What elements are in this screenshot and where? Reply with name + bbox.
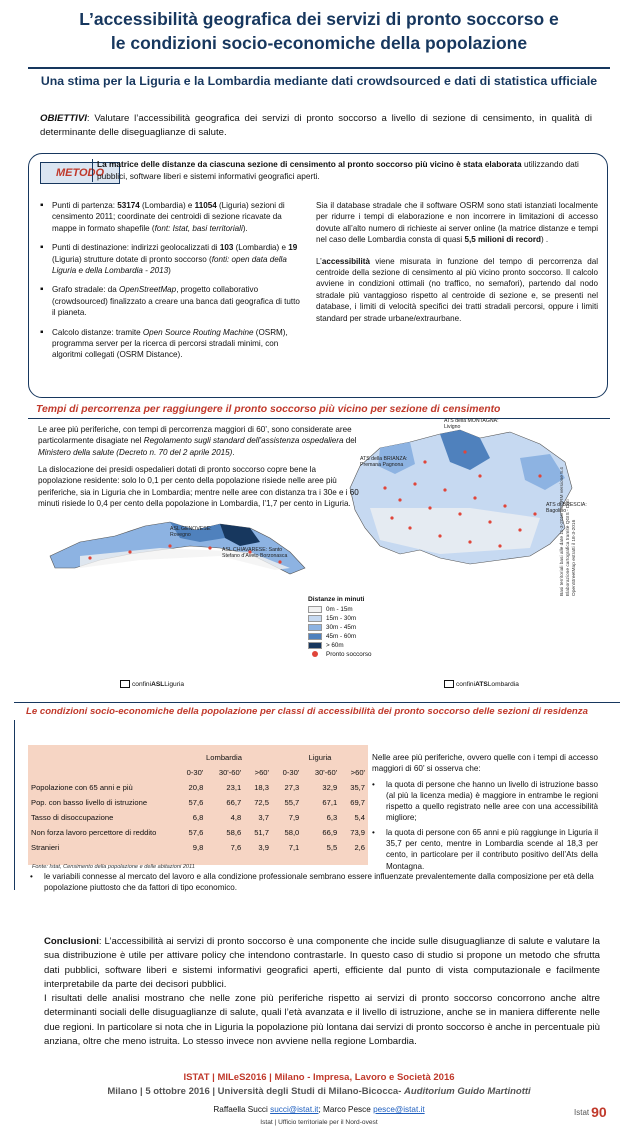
tempi-p1-a: Le aree più periferiche, con tempi di percorrenza maggiori di 60’, sono considerate aree particolarmente disagiate nel [38, 425, 352, 446]
metodo-bullet-part: 103 [219, 243, 234, 253]
map-label-montagna: ATS della MONTAGNA: Livigno [444, 418, 499, 431]
table-cell: 35,7 [350, 783, 365, 792]
tempi-p1-b: del [343, 436, 357, 446]
confini-lomb-b: ATS [475, 680, 488, 688]
metodo-bullet-part: Punti di destinazione: indirizzi geolocalizzati di [52, 243, 220, 253]
socio-section-title: Le condizioni socio-economiche della popolazione per classi di accessibilità dei pronto soccorso delle sezioni di residenza [26, 706, 588, 717]
legend-row [308, 632, 388, 641]
metodo-bullet-part: (Liguria) strutture dotate di pronto soccorso ( [52, 254, 212, 264]
metodo-left-column [40, 200, 304, 369]
metodo-right-column [316, 200, 598, 332]
metodo-bullet-part: OpenStreetMap [119, 285, 177, 295]
socio-bottom-bullet [30, 871, 600, 894]
table-cell: 7,6 [230, 843, 242, 852]
map-legend [308, 596, 388, 680]
confini-liguria-swatch [120, 680, 130, 688]
table-column-header: 30'-60' [218, 768, 242, 777]
legend-swatch [308, 633, 322, 640]
legend-title: Distanze in minuti [308, 596, 365, 603]
table-cell: 3,7 [258, 813, 269, 822]
socio-table-body [28, 780, 368, 855]
confini-lombardia-swatch [444, 680, 454, 688]
metodo-right-p1 [316, 200, 598, 246]
metodo-intro [92, 159, 602, 182]
table-cell: 3,9 [258, 843, 269, 852]
table-row-label: Tasso di disoccupazione [31, 813, 114, 822]
vertical-note-2: Elaborazione cartografica tramite QGIS - Dati OpenStreetMap estratti il 18-3-2016 [566, 499, 577, 596]
legend-row [308, 614, 388, 623]
confini-liguria-b: ASL [151, 680, 165, 688]
metodo-bullet-part: (Lombardia) e [139, 201, 195, 210]
table-row-label: Pop. con basso livello di istruzione [31, 798, 148, 807]
metodo-bullet-part: (OSRM), programma server per la ricerca di percorsi stradali minimi, con algoritmi collegati (OSRM Distance). [52, 327, 288, 360]
table-cell: 69,7 [350, 798, 365, 807]
table-column-header: 30'-60' [314, 768, 338, 777]
socio-right-bullets [372, 779, 598, 872]
metodo-bullet [40, 284, 304, 318]
table-cell: 66,9 [322, 828, 338, 837]
metodo-bullet-part: Grafo stradale: da [52, 285, 120, 295]
email-link-succi[interactable]: succi@istat.it [270, 1105, 319, 1114]
footer-office: Istat | Ufficio territoriale per il Nord-ovest [260, 1119, 378, 1126]
table-cell: 66,7 [226, 798, 242, 807]
metodo-bullet [40, 327, 304, 361]
table-cell: 73,9 [350, 828, 365, 837]
legend-row [308, 650, 388, 659]
legend-swatch [308, 606, 322, 613]
legend-swatch [308, 642, 322, 649]
table-cell: 67,1 [322, 798, 338, 807]
conclusioni-p1 [44, 935, 600, 992]
legend-label: 30m - 45m [326, 624, 357, 631]
table-row [28, 795, 368, 810]
metodo-right-p1-b: 5,5 milioni di record [464, 235, 541, 245]
socio-region-header-row [28, 750, 368, 765]
region-header-liguria: Liguria [308, 753, 332, 762]
conclusioni-p2: I risultati delle analisi mostrano che nelle zone più periferiche rispetto ai servizi di pronto soccorso concorrono anche altre determinanti sociali delle disuguaglianze di salute, quali l’età avanzata e il livello di istruzione, anche se in maniera differente nelle due regioni. In particolare si nota che in Liguria la popolazione più lontana dai servizi di pronto soccorso è anche in percentuale più anziana, oltre che meno istruita. Lo stesso invece non avviene nella regione Lombardia. [44, 993, 600, 1048]
metodo-bullet-part: 11054 [194, 201, 217, 210]
confini-lomb-post: Lombardia [487, 680, 519, 688]
bullet-dot: • [372, 827, 375, 837]
conclusioni-p1-text: : L’accessibilità ai servizi di pronto soccorso è una componente che incide sulle disuguaglianze di salute e valutare la sua distribuzione è utile per attivare policy che intendono contrastarle. In questo caso di studio si propone un metodo che sfrutta dati pubblici, software liberi e sistemi informativi geografici aperti, efficiente dal punto di vista computazionale e facilmente interpretabile da parte dei decisori pubblici. [44, 936, 600, 990]
metodo-intro-text: utilizzando dati pubblici, software liberi e sistemi informativi geografici aperti. [97, 159, 579, 181]
conclusioni-block [44, 935, 600, 1049]
conclusioni-label: Conclusioni [44, 936, 99, 947]
metodo-intro-bold: La matrice delle distanze da ciascuna sezione di censimento al pronto soccorso più vicino è stata elaborata [97, 159, 522, 169]
legend-row [308, 641, 388, 650]
table-cell: 27,3 [284, 783, 300, 792]
confini-liguria [120, 680, 184, 688]
table-column-header: >60' [254, 768, 269, 777]
table-cell: 32,9 [322, 783, 338, 792]
socio-column-header-row [28, 765, 368, 780]
metodo-bullet-part: ). [242, 223, 248, 233]
table-cell: 5,4 [354, 813, 365, 822]
socio-bottom-bullet-text: le variabili connesse al mercato del lavoro e alla condizione professionale sembrano essere influenzate prevalentemente dalla composizione per età della popolazione piuttosto che da fattori di tipo economico. [44, 872, 594, 893]
socio-bullet [372, 779, 598, 824]
tempi-p1-i2: Ministero della salute (Decreto n. 70 del 2 aprile 2015) [38, 447, 233, 457]
map-vertical-note [560, 466, 578, 596]
map-label-chiavarese: ASL CHIAVARESE: Santo Stefano d’Aveto Borzonasca [222, 547, 288, 560]
socio-divider-top [14, 702, 620, 703]
author-2: ; Marco Pesce [318, 1105, 374, 1114]
confini-liguria-post: Liguria [164, 680, 185, 688]
legend-label: > 60m [326, 642, 344, 649]
legend-swatch [308, 651, 322, 658]
author-1: Raffaella Succi [213, 1105, 271, 1114]
map-label-brianza: ATS della BRIANZA: Premana Pagnona [360, 456, 408, 469]
socio-table-wrap [28, 750, 368, 855]
footer-line-2-a: Milano | 5 ottobre 2016 | Università degli Studi di Milano-Bicocca- [107, 1086, 405, 1097]
vertical-note-1: Basi territoriali basi alle date 11-3-2016 - OSRM versione 5.4 [560, 467, 565, 596]
table-cell: 55,7 [284, 798, 300, 807]
metodo-bullet-part: fonti: open data della Liguria e della Lombardia - 2013 [52, 254, 287, 276]
metodo-right-p1-c: ) . [540, 235, 549, 245]
metodo-bullet-part: Calcolo distanze: tramite [52, 327, 143, 337]
table-row-label: Stranieri [31, 843, 60, 852]
table-cell: 72,5 [254, 798, 269, 807]
socio-bullet-text: la quota di persone con 65 anni e più raggiunge in Liguria il 35,7 per cento, mentre in Lombardia scende al 18,3 per cento, in particolare per il contributo positivo dell’Ats della Montagna. [386, 827, 598, 871]
metodo-bullet [40, 242, 304, 276]
table-row [28, 810, 368, 825]
table-cell: 6,8 [192, 813, 204, 822]
confini-liguria-pre: confini [132, 680, 152, 688]
map-label-brescia: ATS di BRESCIA: Bagolino [546, 502, 587, 515]
legend-label: 45m - 60m [326, 633, 357, 640]
table-cell: 6,3 [326, 813, 338, 822]
table-cell: 23,1 [226, 783, 242, 792]
legend-swatch [308, 615, 322, 622]
email-link-pesce[interactable]: pesce@istat.it [373, 1105, 425, 1114]
metodo-bullet-part: (Lombardia) e [233, 243, 289, 253]
tempi-p1-c: . [232, 447, 235, 457]
metodo-right-p2-b: accessibilità [321, 256, 371, 266]
confini-lombardia [444, 680, 519, 688]
table-cell: 5,5 [326, 843, 338, 852]
table-row-label: Non forza lavoro percettore di reddito [31, 828, 157, 837]
table-column-header: 0-30' [282, 768, 300, 777]
metodo-bullet-part: ) [168, 266, 171, 276]
metodo-right-p2-a: L’ [316, 256, 322, 266]
tempi-p1-i: Regolamento sugli standard dell’assistenza ospedaliera [143, 436, 344, 446]
socio-right-text [372, 752, 598, 875]
istat-logo [574, 1104, 607, 1120]
table-cell: 58,0 [284, 828, 300, 837]
tempi-paragraph-2: La dislocazione dei presidi ospedalieri dotati di pronto soccorso copre bene la popolazione residente: solo lo 0,1 per cento della popolazione risiede nelle aree più periferiche, sia in Liguria che in Lombardia; mentre nelle aree con distanza tra i 30e e i 60 minuti risiede lo 0,4 per cento della popolazione in Lombardia, l’1,7 per cento in Liguria. [38, 465, 359, 508]
footer-line-2-i: Auditorium Guido Martinotti [404, 1086, 531, 1097]
poster-title-line-1: L’accessibilità geografica dei servizi di pronto soccorso e [79, 9, 559, 29]
legend-row [308, 605, 388, 614]
map-label-genovese: ASL GENOVESE: Rovegno [170, 526, 212, 539]
table-cell: 7,9 [288, 813, 300, 822]
istat-logo-text: Istat [574, 1107, 590, 1117]
metodo-bullet-part: Open Source Routing Machine [142, 327, 254, 337]
obiettivi-paragraph [40, 112, 592, 140]
metodo-bullet-part: (Liguria) sezioni di censimento 2011; coordinate dei centroidi di sezione ricavate da mappe in formato shapefile ( [52, 201, 285, 233]
socio-right-intro: Nelle aree più periferiche, ovvero quelle con i tempi di accesso maggiori di 60’ si osserva che: [372, 753, 598, 774]
bullet-dot: • [372, 779, 375, 789]
metodo-tag-label: METODO [40, 162, 120, 184]
table-cell: 57,6 [188, 798, 204, 807]
table-column-header: >60' [350, 768, 365, 777]
confini-lomb-pre: confini [456, 680, 476, 688]
legend-label: 15m - 30m [326, 615, 357, 622]
poster-subtitle: Una stima per la Liguria e la Lombardia mediante dati crowdsourced e dati di statistica ufficiale [40, 74, 598, 88]
metodo-bullet-part: font: Istat, basi territoriali [154, 223, 243, 233]
metodo-right-p2 [316, 256, 598, 324]
metodo-right-p2-c: viene misurata in funzione del tempo di percorrenza dal centroide della sezione di censimento al più vicino pronto soccorso. Il calcolo avviene in condizioni ottimali (no traffico, no semafori), partendo dal nodo stradale più vantaggioso rispetto al centroide di sezione e, se presenti nel database, i limiti di velocità specifici dei tratti stradali percorsi, oppure i limiti standard per strade urbane/extraurbane. [316, 256, 598, 323]
obiettivi-label: OBIETTIVI [40, 113, 87, 124]
header-divider [28, 67, 610, 69]
obiettivi-text: : Valutare l’accessibilità geografica dei servizi di pronto soccorso a livello di sezione di censimento, in qualità di determinante delle diseguaglianze di salute. [40, 113, 592, 138]
legend-label: 0m - 15m [326, 606, 353, 613]
footer-line-2 [0, 1086, 638, 1097]
table-cell: 9,8 [192, 843, 204, 852]
poster-title-line-2: le condizioni socio-economiche della popolazione [110, 33, 528, 53]
table-row [28, 780, 368, 795]
table-cell: 2,6 [354, 843, 365, 852]
metodo-bullet-part: , progetto collaborativo (crowdsourced) finalizzato a creare una banca dati geografica di tutto il pianeta. [52, 285, 300, 318]
metodo-bullet-list [40, 200, 304, 361]
metodo-bullet-part: 19 [288, 243, 298, 253]
table-column-header: 0-30' [186, 768, 204, 777]
table-row [28, 825, 368, 840]
legend-rows [308, 605, 388, 659]
legend-row [308, 623, 388, 632]
metodo-bullet-part: 53174 [117, 201, 140, 210]
footer-line-1: ISTAT | MILeS2016 | Milano - Impresa, Lavoro e Società 2016 [183, 1072, 455, 1083]
table-cell: 4,8 [230, 813, 242, 822]
legend-label: Pronto soccorso [326, 651, 372, 658]
table-cell: 18,3 [254, 783, 269, 792]
table-cell: 58,6 [226, 828, 242, 837]
metodo-tag [40, 162, 105, 184]
socio-left-rule [14, 720, 15, 890]
table-cell: 20,8 [188, 783, 204, 792]
region-header-lombardia: Lombardia [206, 753, 242, 762]
table-cell: 57,6 [188, 828, 204, 837]
table-row [28, 840, 368, 855]
table-cell: 7,1 [288, 843, 300, 852]
table-row-label: Popolazione con 65 anni e più [31, 783, 133, 792]
socio-bullet [372, 827, 598, 872]
metodo-bullet-part: Punti di partenza: [52, 201, 118, 210]
tempi-section-title: Tempi di percorrenza per raggiungere il pronto soccorso più vicino per sezione di censimento [36, 404, 501, 415]
socio-bullet-text: la quota di persone che hanno un livello di istruzione basso (al più la licenza media) è maggiore in entrambe le regioni rispetto a quello registrato nelle aree con una accessibilità migliore; [386, 779, 598, 823]
tempi-paragraph-1 [38, 424, 360, 458]
bullet-dot: • [30, 872, 33, 881]
metodo-right-p1-a: Sia il database stradale che il software OSRM sono stati istanziati localmente per ridurre i tempi di elaborazione e non incorrere in limitazioni di accesso dovute all’alto numero di richieste ai server online (la matrice distanze e tempi nel caso delle Lombardia consta di quasi [316, 201, 598, 245]
footer-authors [0, 1105, 638, 1114]
istat-logo-90: 90 [591, 1104, 607, 1120]
table-cell: 51,7 [254, 828, 269, 837]
legend-swatch [308, 624, 322, 631]
socio-fonte: Fonte: Istat, Censimento della popolazione e delle abitazioni 2011 [32, 864, 195, 870]
metodo-bullet [40, 200, 304, 234]
socio-table [28, 750, 368, 855]
